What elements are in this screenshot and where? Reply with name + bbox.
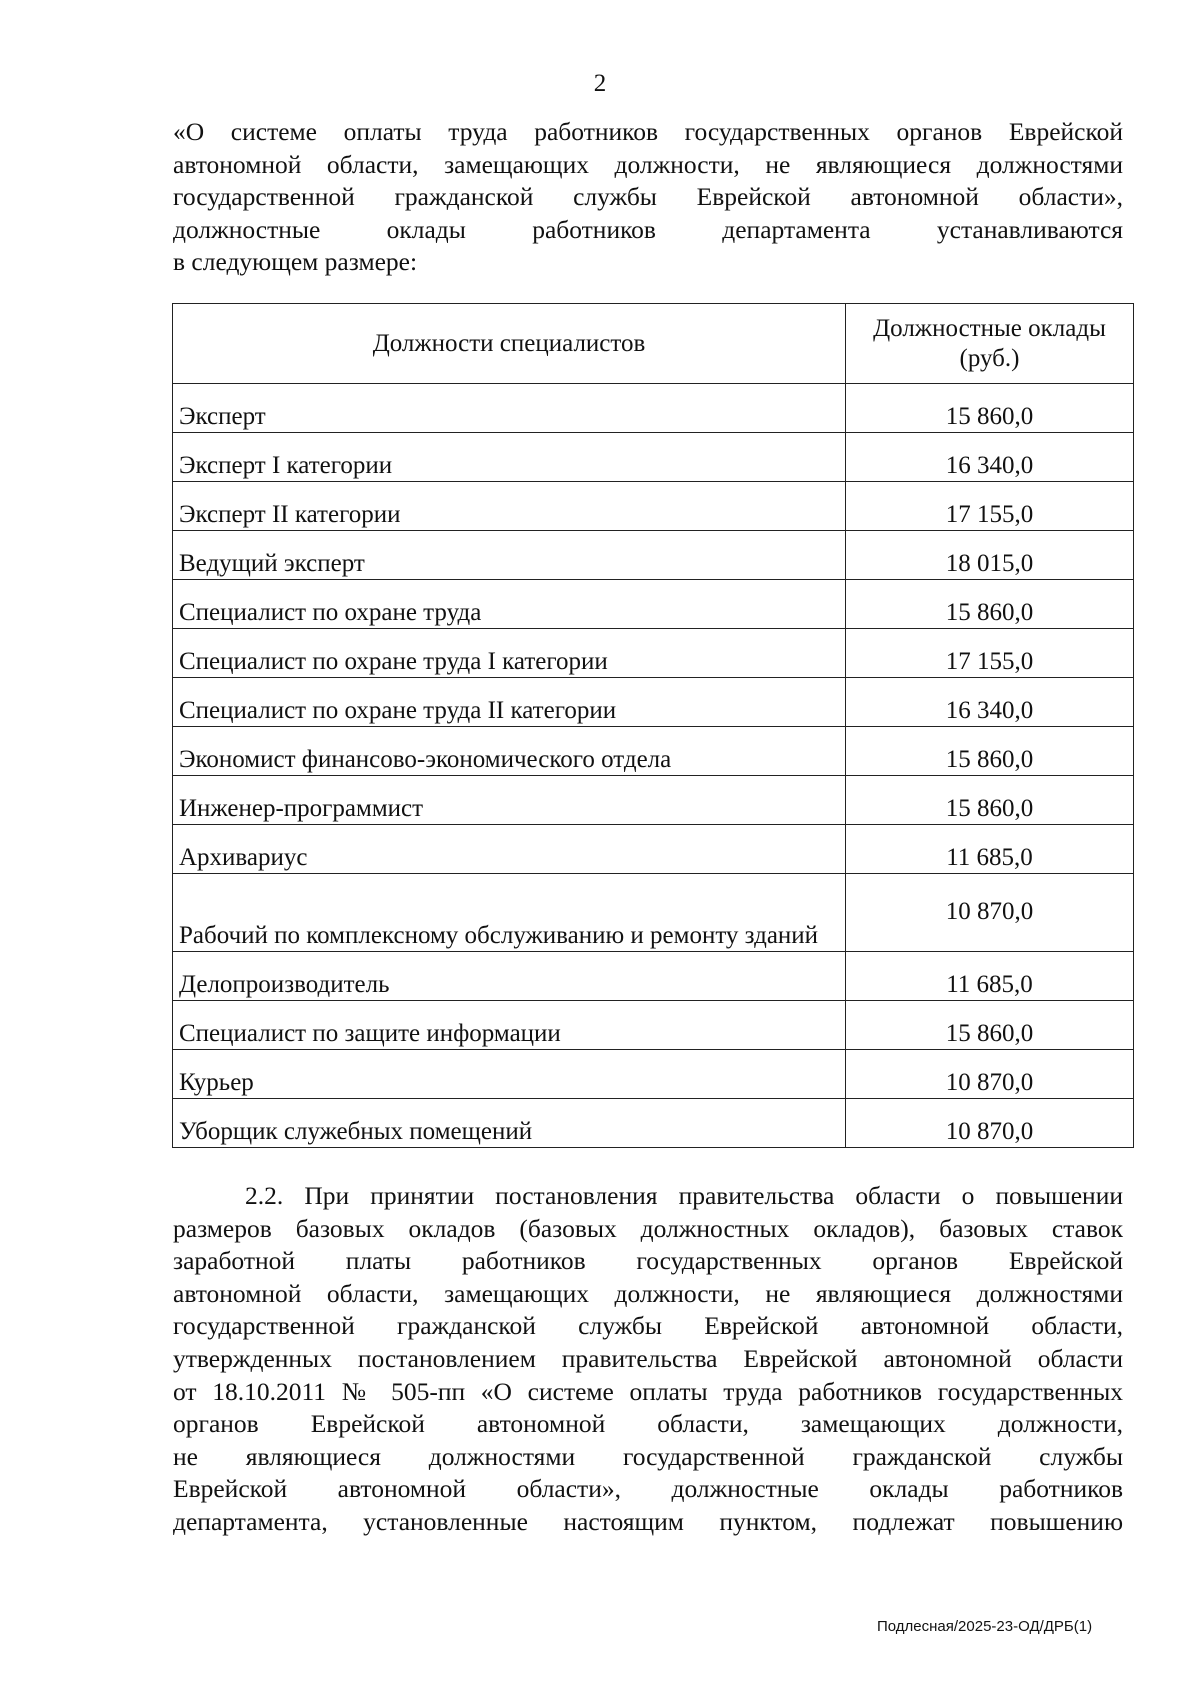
intro-paragraph [173, 116, 1123, 279]
table-row [173, 1050, 1134, 1099]
section-line: Еврейской автономной области», должностные оклады работников [173, 1474, 1123, 1504]
position-cell: Эксперт I категории [173, 433, 846, 482]
header-positions: Должности специалистов [173, 304, 846, 384]
section-line: органов Еврейской автономной области, замещающих должности, [173, 1409, 1123, 1439]
section-line: размеров базовых окладов (базовых должностных окладов), базовых ставок [173, 1213, 1123, 1243]
intro-line: должностные оклады работников департамента устанавливаются [173, 214, 1123, 244]
table-header-row [173, 304, 1134, 384]
salary-cell: 15 860,0 [846, 727, 1134, 776]
salary-cell: 15 860,0 [846, 384, 1134, 433]
salary-cell: 10 870,0 [846, 874, 1134, 952]
section-2-2-paragraph [173, 1180, 1123, 1539]
position-cell: Инженер-программист [173, 776, 846, 825]
table-row [173, 1099, 1134, 1148]
table-row [173, 727, 1134, 776]
section-line: 2.2. При принятии постановления правительства области о повышении [245, 1181, 1123, 1210]
position-cell: Архивариус [173, 825, 846, 874]
intro-line: «О системе оплаты труда работников государственных органов Еврейской [173, 117, 1123, 146]
section-line: государственной гражданской службы Еврейской автономной области, [173, 1311, 1123, 1341]
table-row [173, 531, 1134, 580]
salary-cell: 11 685,0 [846, 825, 1134, 874]
table-row [173, 629, 1134, 678]
position-cell: Эксперт II категории [173, 482, 846, 531]
position-cell: Экономист финансово-экономического отдела [173, 727, 846, 776]
section-line: не являющиеся должностями государственной гражданской службы [173, 1441, 1123, 1471]
salary-cell: 10 870,0 [846, 1050, 1134, 1099]
position-cell: Специалист по охране труда I категории [173, 629, 846, 678]
page-number: 2 [593, 70, 607, 97]
table-row [173, 874, 1134, 952]
document-code: Подлесная/2025-23-ОД/ДРБ(1) [877, 1618, 1093, 1635]
table-row [173, 482, 1134, 531]
section-line: от 18.10.2011 № 505-пп «О системе оплаты труда работников государственных [173, 1376, 1123, 1406]
section-line: департамента, установленные настоящим пунктом, подлежат повышению [173, 1506, 1123, 1536]
position-cell: Специалист по охране труда II категории [173, 678, 846, 727]
salary-table [172, 303, 1134, 1148]
intro-line: автономной области, замещающих должности, не являющиеся должностями [173, 149, 1123, 179]
intro-line: государственной гражданской службы Еврейской автономной области», [173, 182, 1123, 212]
header-salaries: Должностные оклады (руб.) [846, 304, 1134, 384]
intro-line: в следующем размере: [173, 247, 418, 277]
table-row [173, 952, 1134, 1001]
salary-cell: 17 155,0 [846, 629, 1134, 678]
section-line: утвержденных постановлением правительства Еврейской автономной области [173, 1343, 1123, 1373]
table-row [173, 1001, 1134, 1050]
section-line: автономной области, замещающих должности, не являющиеся должностями [173, 1278, 1123, 1308]
salary-cell: 17 155,0 [846, 482, 1134, 531]
position-cell: Специалист по защите информации [173, 1001, 846, 1050]
position-cell: Рабочий по комплексному обслуживанию и ремонту зданий [173, 874, 846, 952]
table-row [173, 678, 1134, 727]
table-row [173, 580, 1134, 629]
salary-cell: 15 860,0 [846, 580, 1134, 629]
position-cell: Делопроизводитель [173, 952, 846, 1001]
position-cell: Специалист по охране труда [173, 580, 846, 629]
salary-cell: 15 860,0 [846, 1001, 1134, 1050]
salary-cell: 18 015,0 [846, 531, 1134, 580]
salary-cell: 11 685,0 [846, 952, 1134, 1001]
table-row [173, 825, 1134, 874]
table-row [173, 776, 1134, 825]
salary-cell: 16 340,0 [846, 678, 1134, 727]
position-cell: Уборщик служебных помещений [173, 1099, 846, 1148]
salary-cell: 16 340,0 [846, 433, 1134, 482]
position-cell: Эксперт [173, 384, 846, 433]
position-cell: Курьер [173, 1050, 846, 1099]
position-cell: Ведущий эксперт [173, 531, 846, 580]
table-row [173, 433, 1134, 482]
salary-cell: 15 860,0 [846, 776, 1134, 825]
salary-cell: 10 870,0 [846, 1099, 1134, 1148]
section-line: заработной платы работников государственных органов Еврейской [173, 1246, 1123, 1276]
table-row [173, 384, 1134, 433]
